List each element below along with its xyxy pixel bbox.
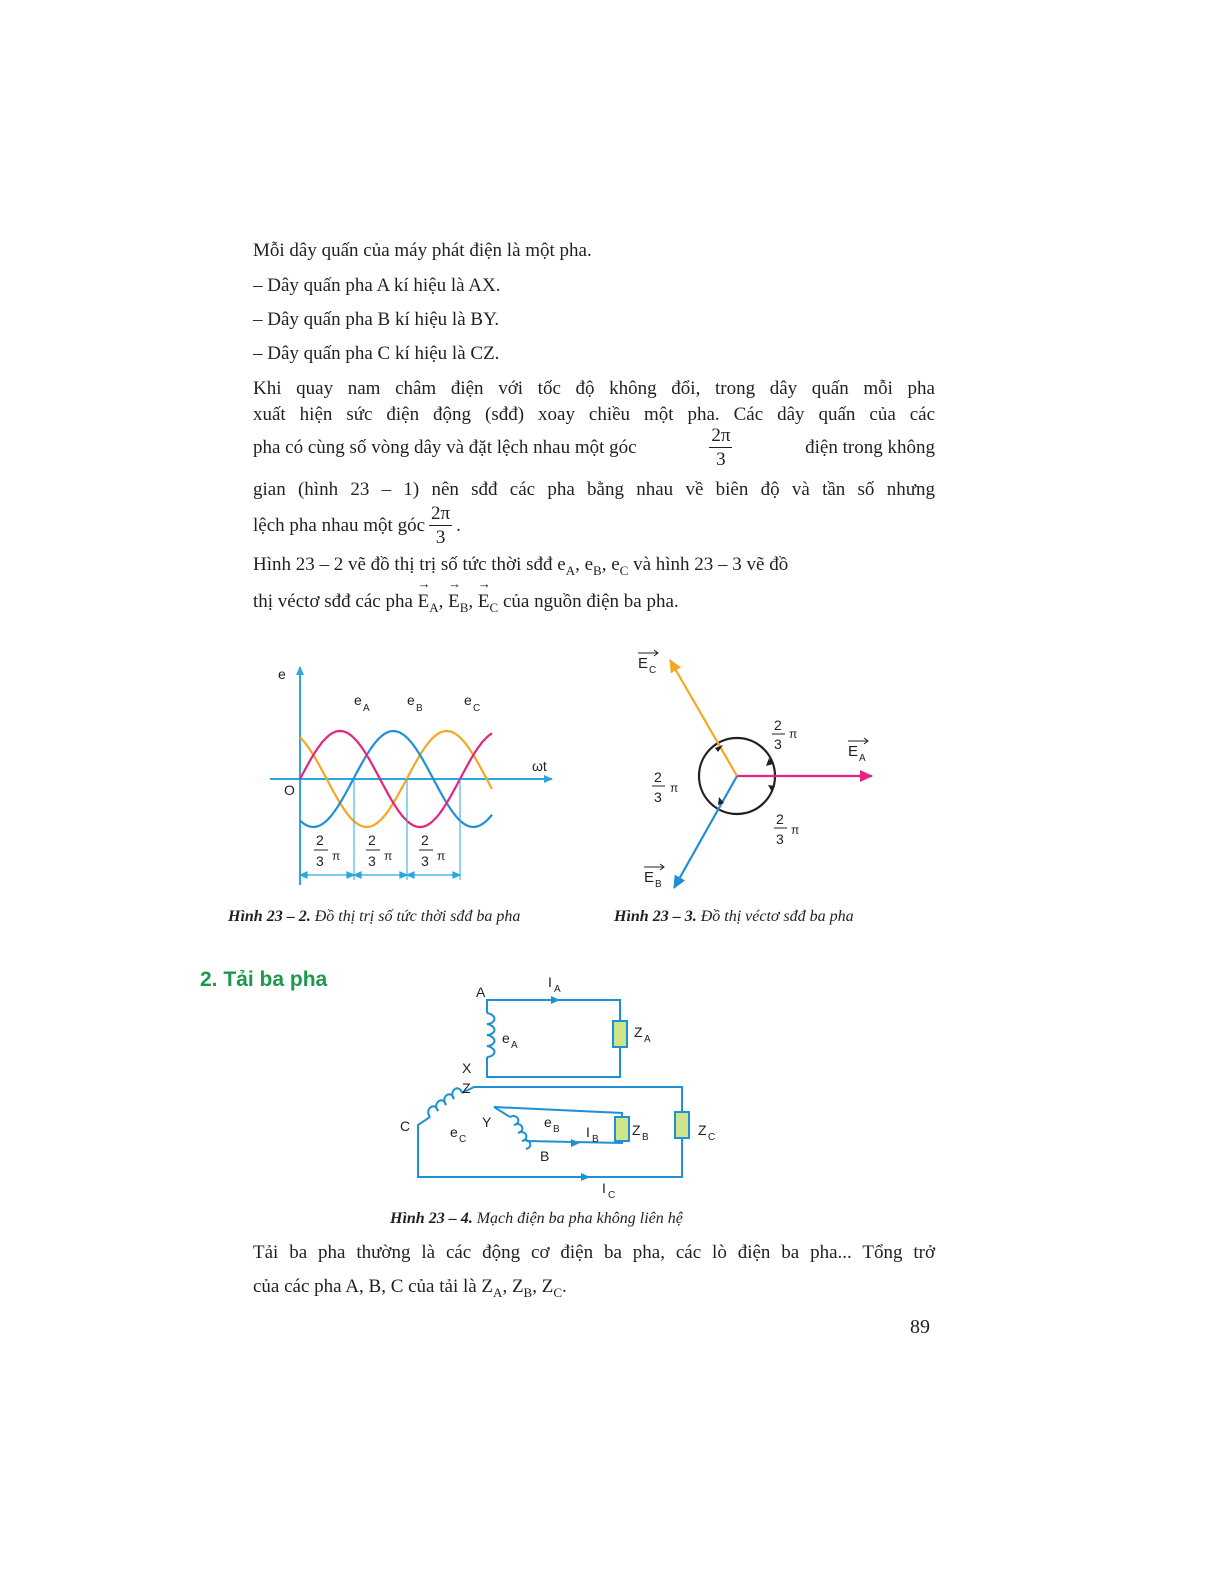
angle-label-top [772,717,797,752]
svg-text:I: I [586,1124,590,1140]
svg-text:π: π [384,849,393,863]
svg-text:2: 2 [776,811,784,827]
svg-text:2: 2 [421,832,429,848]
para3-line1 [253,554,788,579]
svg-text:2: 2 [654,769,662,785]
caption-fig-23-3 [614,908,854,926]
comma: , [438,591,449,612]
label-vec-ec [638,650,658,676]
coil-phase-c [428,1088,462,1117]
phasor-eb [674,776,737,888]
para2-line1: Khi quay nam châm điện với tốc độ không đổi, trong dây quấn mỗi pha [253,378,935,399]
label-zc [698,1122,715,1143]
e-upper: E [448,591,460,612]
svg-text:e: e [464,692,472,708]
para3-line2 [253,591,679,616]
svg-text:I: I [602,1180,606,1196]
wire-phase-a [487,1000,620,1021]
fraction-numerator: 2π [711,425,731,446]
figure-23-2-waveforms [260,655,570,895]
fraction-denominator: 3 [716,449,726,470]
svg-text:2: 2 [316,832,324,848]
svg-text:3: 3 [654,789,662,805]
svg-text:B: B [592,1134,599,1145]
svg-text:Z: Z [632,1122,641,1138]
para3-text-b: và hình 23 – 3 vẽ đồ [628,554,789,575]
label-ec [450,1124,466,1145]
para2-line5-a: lệch pha nhau một góc [253,514,426,536]
caption-text: Đồ thị véctơ sđđ ba pha [696,908,854,925]
comma: , [601,554,612,575]
axis-label-e: e [278,666,286,682]
svg-text:E: E [638,655,649,672]
para2-line2: xuất hiện sức điện động (sđđ) xoay chiều một pha. Các dây quấn của các [253,404,935,425]
arrow-ic [581,1173,590,1181]
para4-line2 [253,1276,567,1301]
caption-text: Mạch điện ba pha không liên hệ [472,1210,683,1227]
comma: , [468,591,478,612]
origin-label: O [284,782,295,798]
svg-text:B: B [416,703,423,714]
label-za [634,1024,651,1045]
angle-label-left [652,769,678,805]
svg-text:e: e [354,692,362,708]
svg-text:B: B [642,1132,649,1143]
para2-line3-b: điện trong không [805,436,935,458]
svg-text:2: 2 [368,832,376,848]
svg-text:A: A [859,753,866,764]
interval-label-2 [366,832,392,869]
svg-text:Z: Z [634,1024,643,1040]
node-b: B [540,1148,550,1164]
fraction-numerator: 2π [431,503,451,524]
svg-text:3: 3 [316,853,324,869]
coil-phase-b [510,1116,530,1149]
svg-text:C: C [473,703,481,714]
coil-phase-a [487,1013,495,1057]
sub-c: C [553,1284,562,1300]
svg-text:B: B [655,879,662,890]
para3-text-a: Hình 23 – 2 vẽ đồ thị trị số tức thời sđđ e [253,554,566,575]
sub-a: A [493,1284,503,1300]
node-z: Z [462,1080,471,1096]
svg-text:π: π [791,823,800,837]
wire-phase-a-return [487,1047,620,1077]
svg-text:3: 3 [774,736,782,752]
svg-text:e: e [450,1124,458,1140]
para2-line5 [253,504,461,547]
caption-label: Hình 23 – 4. [390,1210,473,1227]
svg-text:C: C [649,665,657,676]
svg-text:π: π [437,849,446,863]
svg-text:A: A [363,703,370,714]
vector-ec [478,591,498,616]
vector-ea [418,591,439,616]
svg-text:B: B [553,1124,560,1135]
svg-text:3: 3 [776,831,784,847]
node-a: A [476,984,486,1000]
svg-text:3: 3 [421,853,429,869]
caption-fig-23-2 [228,908,520,926]
impedance-za [613,1021,627,1047]
z-letter: Z [511,1276,524,1297]
z-letter: Z [541,1276,554,1297]
svg-text:2: 2 [774,717,782,733]
svg-text:Z: Z [698,1122,707,1138]
arrow-ia [551,996,560,1004]
svg-text:A: A [644,1034,651,1045]
para4-line1: Tải ba pha thường là các động cơ điện ba pha, các lò điện ba pha... Tổng trở [253,1242,935,1263]
axis-label-wt: ωt [532,758,547,774]
label-eb [407,692,423,714]
svg-text:A: A [554,984,561,995]
label-vec-eb [644,864,664,890]
para2-line3 [253,426,935,469]
impedance-zc [675,1112,689,1138]
caption-label: Hình 23 – 3. [614,908,697,925]
svg-text:e: e [544,1114,552,1130]
caption-label: Hình 23 – 2. [228,908,311,925]
svg-text:C: C [708,1132,716,1143]
sub-a: A [565,562,576,578]
svg-text:e: e [407,692,415,708]
label-ea [354,692,370,714]
comma: , [502,1276,512,1297]
label-zb [632,1122,649,1143]
para2-line5-b: . [456,514,461,536]
sub-b: B [593,562,602,578]
period: . [562,1276,567,1297]
svg-text:C: C [608,1190,616,1201]
comma: , [532,1276,542,1297]
section-heading: 2. Tải ba pha [200,968,328,991]
svg-text:π: π [670,781,679,795]
sub-b: B [523,1284,533,1300]
caption-text: Đồ thị trị số tức thời sđđ ba pha [310,908,521,925]
impedance-zb [615,1117,629,1141]
sub-a: A [429,599,439,615]
caption-fig-23-4 [390,1210,683,1228]
svg-text:I: I [548,974,552,990]
node-x: X [462,1060,472,1076]
winding-a: – Dây quấn pha A kí hiệu là AX. [253,275,501,296]
label-eb [544,1114,560,1135]
svg-text:3: 3 [368,853,376,869]
para3-text-d: của nguồn điện ba pha. [498,591,679,612]
winding-b: – Dây quấn pha B kí hiệu là BY. [253,309,500,330]
e-letter: e [611,554,620,575]
sub-c: C [619,562,629,578]
node-c: C [400,1118,411,1134]
comma: , [575,554,585,575]
page-number: 89 [910,1316,930,1338]
node-y: Y [482,1114,492,1130]
para2-line4: gian (hình 23 – 1) nên sđđ các pha bằng nhau về biên độ và tần số nhưng [253,479,935,500]
svg-text:e: e [502,1030,510,1046]
angle-fraction-2 [429,504,452,547]
svg-text:π: π [789,727,798,741]
para2-line3-a: pha có cùng số vòng dây và đặt lệch nhau một góc [253,436,637,458]
e-upper: E [477,591,490,612]
dimension-arrows [300,872,460,878]
arrow-ib [571,1139,580,1147]
label-vec-ea [848,738,868,764]
vector-eb [448,591,468,616]
label-ia [548,974,561,995]
svg-text:C: C [459,1134,467,1145]
label-ec [464,692,480,714]
angle-label-bottom [774,811,799,847]
fraction-denominator: 3 [435,527,446,548]
interval-label-1 [314,832,340,869]
figure-23-4-circuit [390,965,740,1205]
para3-text-c: thị véctơ sđđ các pha [253,591,418,612]
angle-fraction [709,426,732,469]
intro-text: Mỗi dây quấn của máy phát điện là một pha. [253,240,592,261]
svg-text:E: E [644,869,655,886]
svg-text:E: E [848,743,859,760]
svg-text:π: π [332,849,341,863]
sub-b: B [459,599,469,615]
label-ea [502,1030,518,1051]
interval-label-3 [419,832,445,869]
winding-c: – Dây quấn pha C kí hiệu là CZ. [253,343,500,364]
figure-23-3-phasors [620,640,890,900]
label-ic [602,1180,615,1201]
sub-c: C [489,599,499,615]
para4-text: của các pha A, B, C của tải là Z [253,1276,494,1297]
svg-text:A: A [511,1040,518,1051]
e-letter: e [584,554,594,575]
e-upper: E [417,591,430,612]
